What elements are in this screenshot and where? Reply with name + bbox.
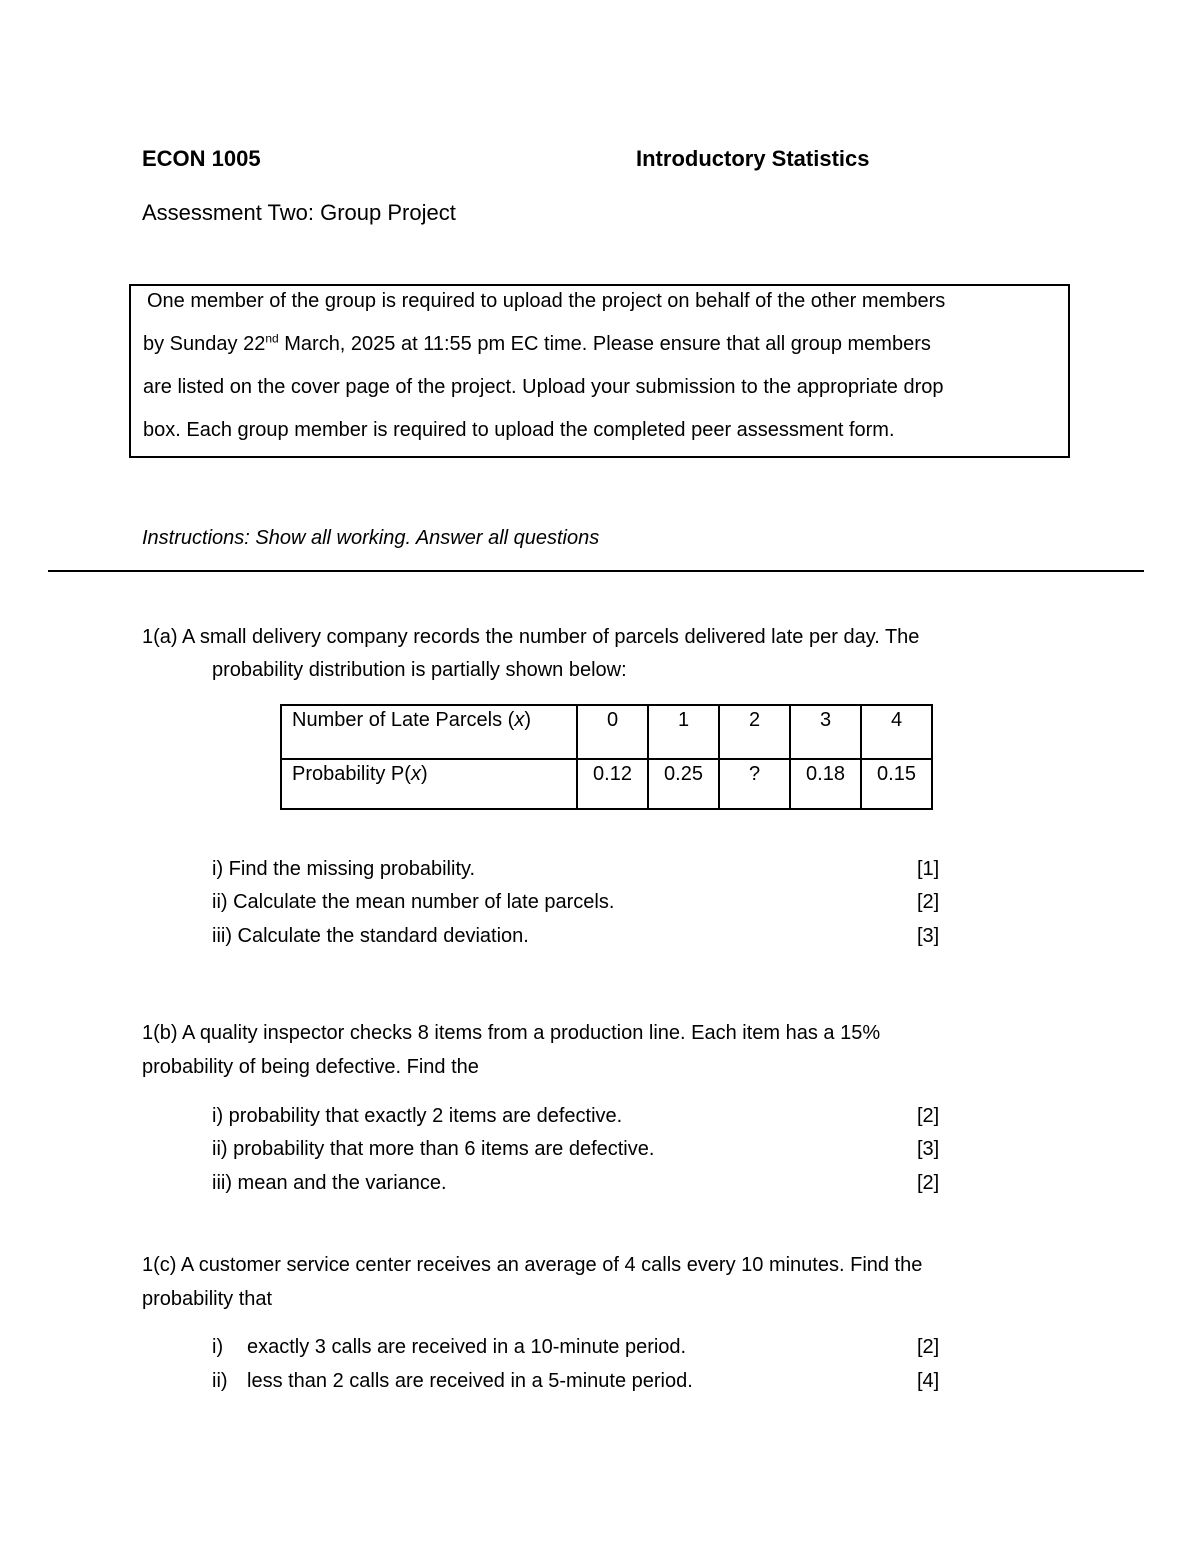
course-code: ECON 1005: [142, 146, 261, 171]
q1b-part-ii-marks: [3]: [917, 1138, 940, 1160]
x-label-text: Number of Late Parcels (: [292, 709, 515, 731]
notice-line-2-start: by Sunday 22: [143, 333, 266, 355]
q1b-line-1: 1(b) A quality inspector checks 8 items from a production line. Each item has a 15%: [142, 1022, 881, 1044]
table-cell-probability: 0.15: [861, 759, 932, 809]
table-header-probability: [281, 759, 577, 809]
q1c-line-2: probability that: [142, 1288, 273, 1310]
q1c-part-i-marks: [2]: [917, 1336, 940, 1358]
instructions: Instructions: Show all working. Answer all questions: [142, 527, 600, 549]
submission-notice-box: [129, 284, 1070, 458]
p-label-close: ): [420, 763, 428, 785]
q1b-line-2: probability of being defective. Find the: [142, 1056, 479, 1078]
notice-line-1: One member of the group is required to upload the project on behalf of the other members: [147, 290, 946, 312]
date-ordinal-suffix: nd: [265, 331, 279, 346]
q1c-line-1: 1(c) A customer service center receives an average of 4 calls every 10 minutes. Find the: [142, 1254, 923, 1276]
notice-line-2: [143, 333, 931, 356]
table-cell-probability: 0.18: [790, 759, 861, 809]
q1a-part-i-marks: [1]: [917, 858, 940, 880]
q1c-part-ii: less than 2 calls are received in a 5-minute period.: [247, 1370, 693, 1392]
q1b-part-i-marks: [2]: [917, 1105, 940, 1127]
table-row-probability: [281, 759, 932, 809]
table-cell-x: 0: [577, 705, 648, 759]
notice-line-4: box. Each group member is required to upload the completed peer assessment form.: [143, 419, 895, 441]
q1b-part-iii: iii) mean and the variance.: [212, 1172, 447, 1194]
notice-line-2-end: March, 2025 at 11:55 pm EC time. Please ensure that all group members: [278, 333, 931, 355]
table-cell-probability: ?: [719, 759, 790, 809]
table-cell-x: 3: [790, 705, 861, 759]
q1c-part-ii-marks: [4]: [917, 1370, 940, 1392]
q1a-part-iii-marks: [3]: [917, 925, 940, 947]
table-cell-probability: 0.12: [577, 759, 648, 809]
q1a-line-2: probability distribution is partially shown below:: [212, 659, 627, 681]
q1c-part-i: exactly 3 calls are received in a 10-minute period.: [247, 1336, 687, 1358]
x-variable: x: [514, 709, 525, 731]
q1c-part-i-label: i): [212, 1336, 224, 1358]
q1a-line-1: 1(a) A small delivery company records the number of parcels delivered late per day. The: [142, 626, 920, 648]
q1b-part-i: i) probability that exactly 2 items are defective.: [212, 1105, 623, 1127]
table-cell-x: 2: [719, 705, 790, 759]
q1a-part-ii-marks: [2]: [917, 891, 940, 913]
table-header-x: [281, 705, 577, 759]
q1b-part-iii-marks: [2]: [917, 1172, 940, 1194]
q1a-part-i: i) Find the missing probability.: [212, 858, 476, 880]
q1a-part-iii: iii) Calculate the standard deviation.: [212, 925, 529, 947]
q1a-part-ii: ii) Calculate the mean number of late parcels.: [212, 891, 615, 913]
q1c-part-ii-label: ii): [212, 1370, 228, 1392]
p-label-text: Probability P(: [292, 763, 411, 785]
course-title: Introductory Statistics: [636, 146, 870, 171]
q1b-part-ii: ii) probability that more than 6 items are defective.: [212, 1138, 655, 1160]
assessment-title: Assessment Two: Group Project: [142, 200, 456, 225]
p-variable: x: [410, 763, 421, 785]
section-divider: [48, 570, 1144, 572]
table-cell-probability: 0.25: [648, 759, 719, 809]
probability-distribution-table: [280, 704, 933, 810]
notice-line-3: are listed on the cover page of the project. Upload your submission to the appropriate drop: [143, 376, 944, 398]
table-cell-x: 1: [648, 705, 719, 759]
table-row-x: [281, 705, 932, 759]
x-label-close: ): [524, 709, 531, 731]
table-cell-x: 4: [861, 705, 932, 759]
